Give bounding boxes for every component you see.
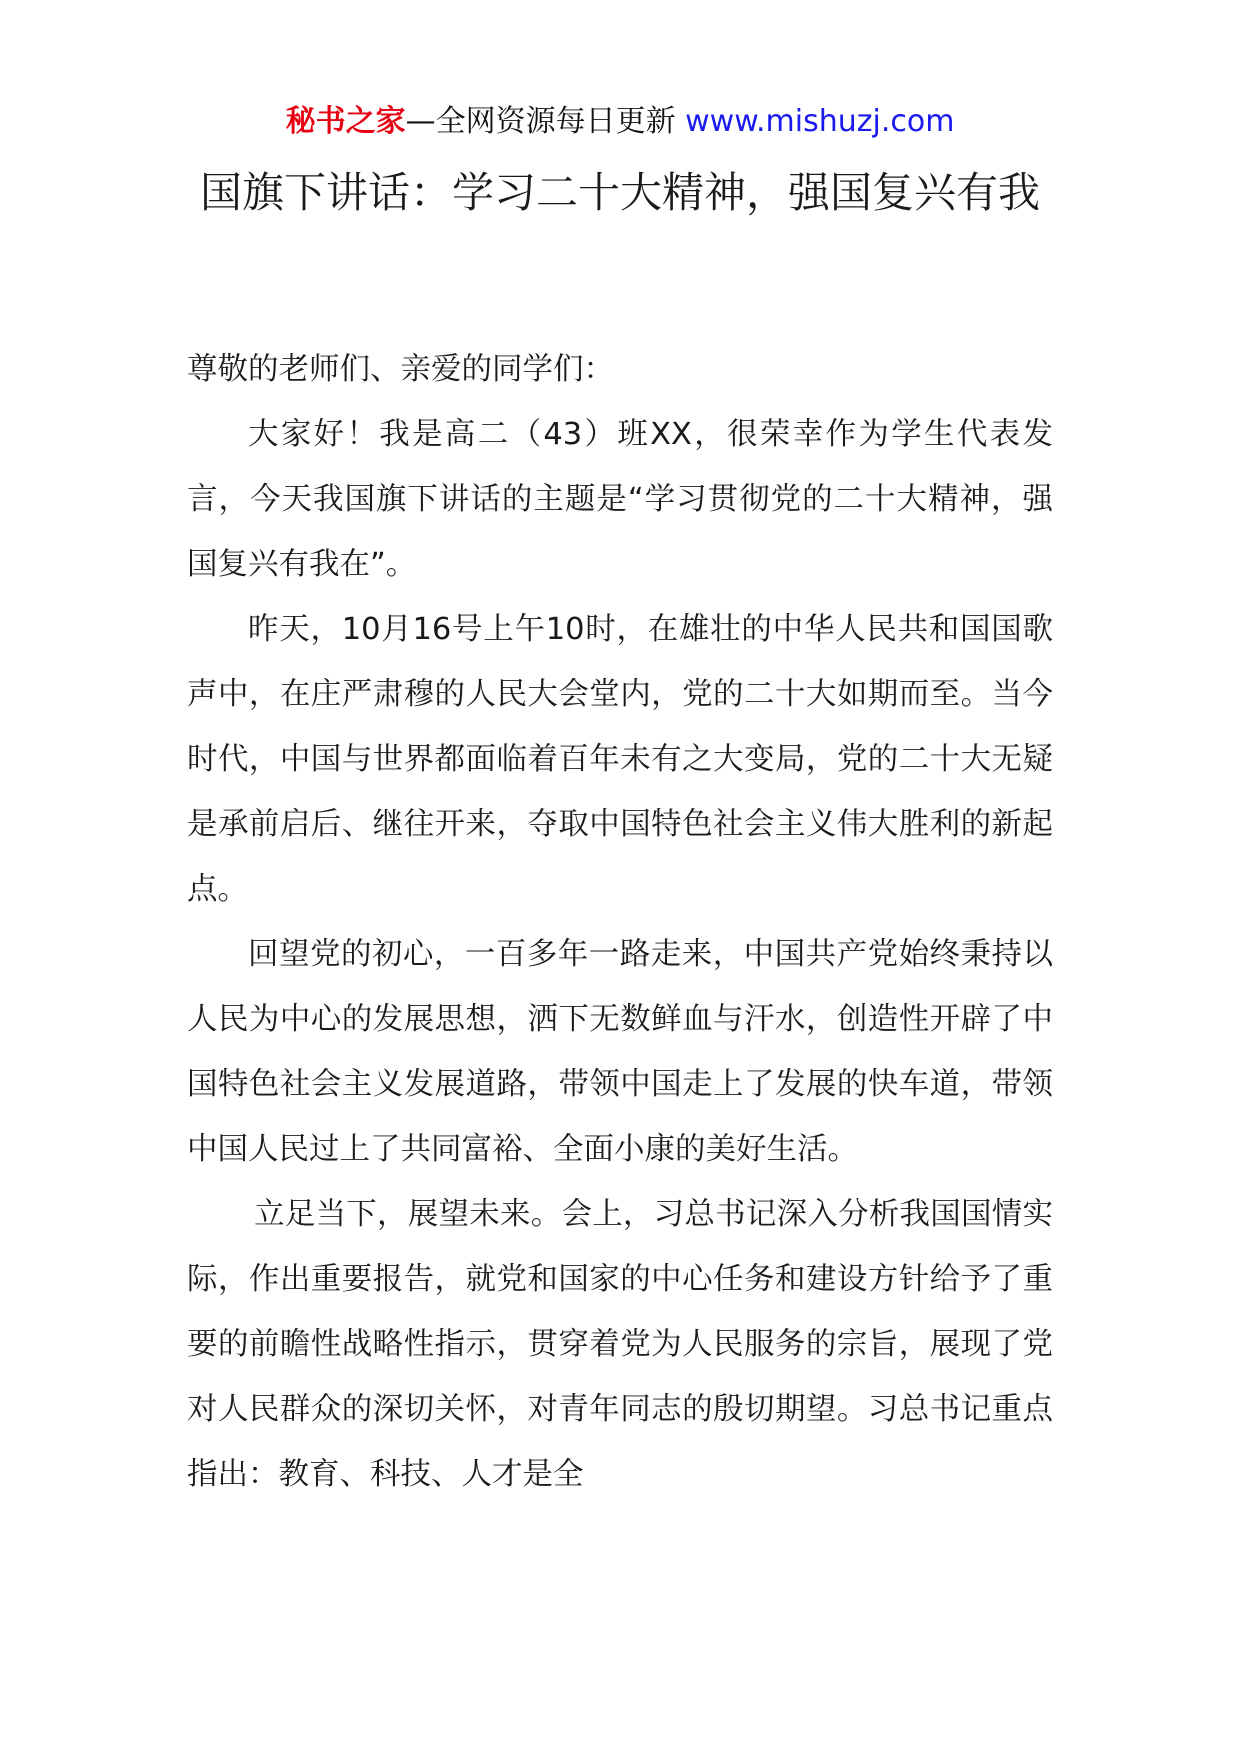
document-title: 国旗下讲话：学习二十大精神，强国复兴有我 [199, 168, 1040, 217]
body-paragraph: 大家好！我是高二（43）班XX，很荣幸作为学生代表发言，今天我国旗下讲话的主题是“学习贯彻党的二十大精神，强国复兴有我在”。 [187, 417, 1053, 582]
site-tagline: —全网资源每日更新 [405, 104, 686, 139]
site-name: 秘书之家 [285, 104, 406, 139]
greeting: 尊敬的老师们、亲爱的同学们： [187, 352, 614, 387]
document-body [187, 337, 1053, 1507]
body-paragraph: 昨天，10月16号上午10时，在雄壮的中华人民共和国国歌声中，在庄严肃穆的人民大会堂内，党的二十大如期而至。当今时代，中国与世界都面临着百年未有之大变局，党的二十大无疑是承前启后、继往开来，夺取中国特色社会主义伟大胜利的新起点。 [187, 612, 1053, 907]
body-paragraph: 立足当下，展望未来。会上，习总书记深入分析我国国情实际，作出重要报告，就党和国家的中心任务和建设方针给予了重要的前瞻性战略性指示，贯穿着党为人民服务的宗旨，展现了党对人民群众的深切关怀，对青年同志的殷切期望。习总书记重点指出：教育、科技、人才是全 [187, 1197, 1053, 1492]
site-url-link[interactable]: www.mishuzj.com [685, 104, 955, 139]
site-header [0, 102, 1240, 142]
body-paragraph: 回望党的初心，一百多年一路走来，中国共产党始终秉持以人民为中心的发展思想，洒下无数鲜血与汗水，创造性开辟了中国特色社会主义发展道路，带领中国走上了发展的快车道，带领中国人民过上了共同富裕、全面小康的美好生活。 [187, 937, 1053, 1167]
